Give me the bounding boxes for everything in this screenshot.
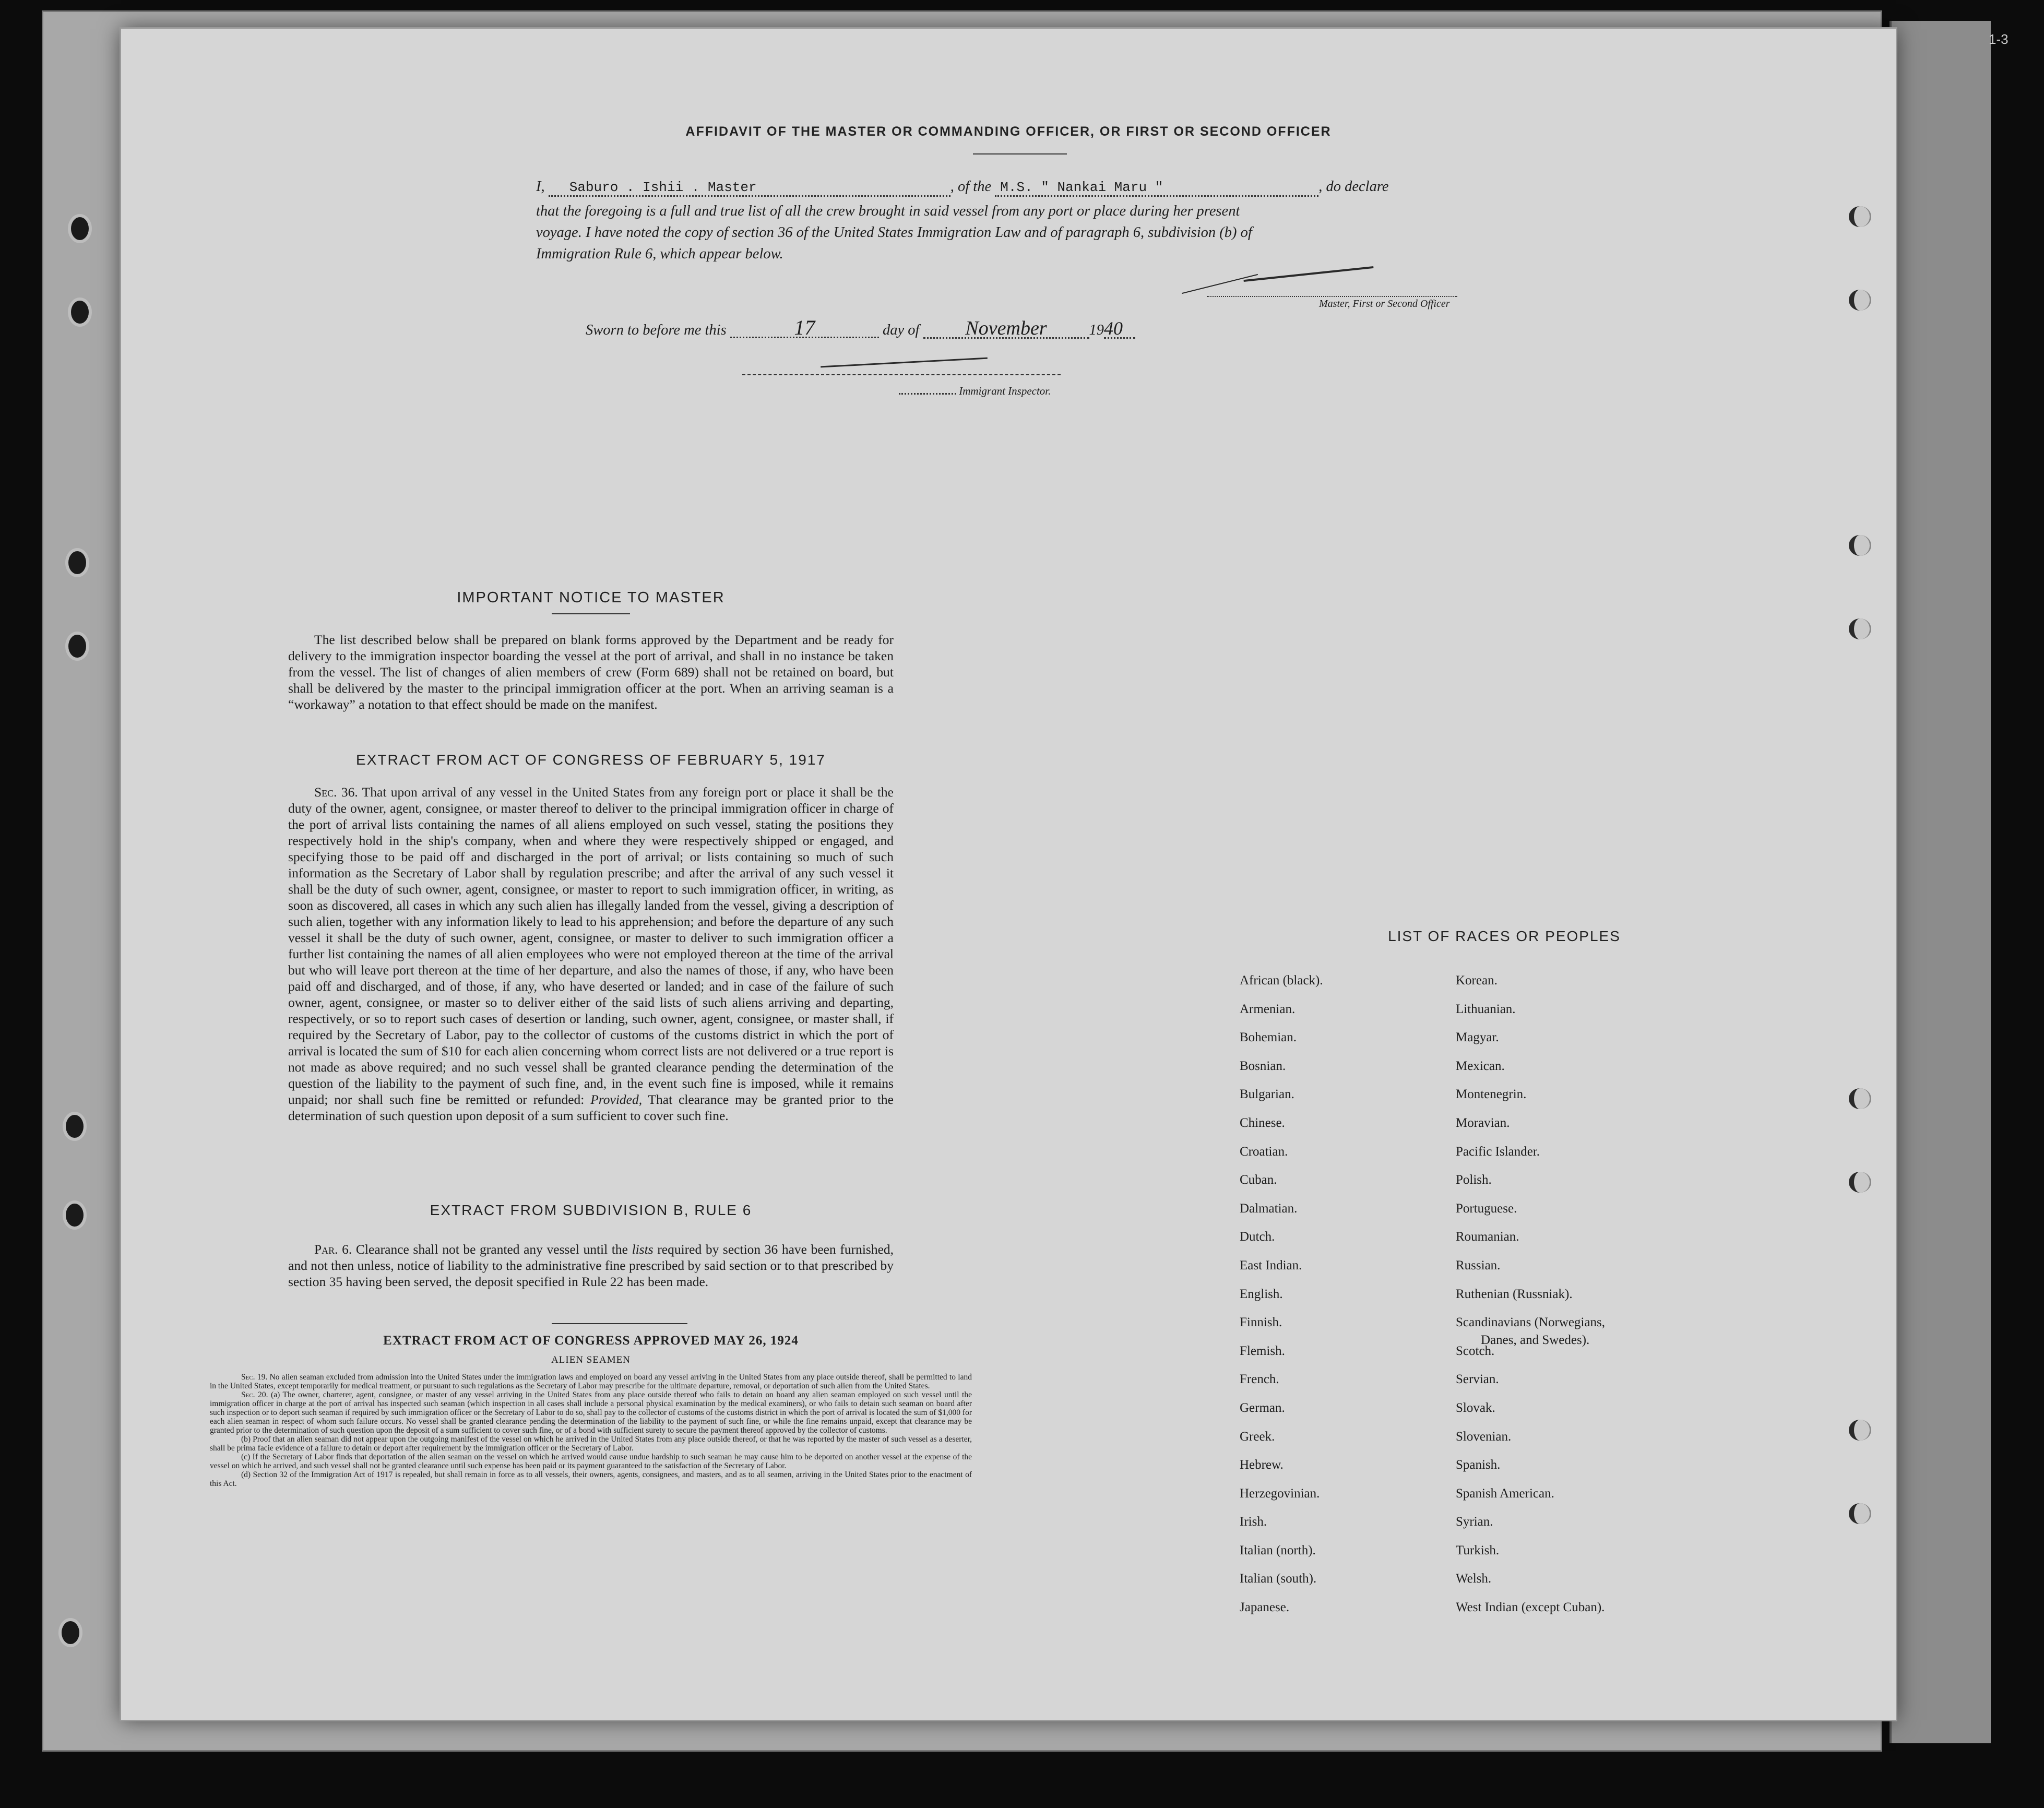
- master-caption: Master, First or Second Officer: [1319, 298, 1450, 310]
- races-column-2: Korean. Lithuanian. Magyar. Mexican. Montenegrin. Moravian. Pacific Islander. Polish. Portuguese. Roumanian. Russian. Ruthenian (Russniak). Scandinavians (Norwegians, Scotch. Servian. Slovak. Slovenian. Spanish. Spanish American. Syrian. Turkish. Welsh. West Indian (except Cuban).: [1456, 973, 1606, 1615]
- binder-hole: [63, 1112, 87, 1141]
- affidavit-line-3: voyage. I have noted the copy of section 36 of the United States Immigration Law and of paragraph 6, subdivision (b) of: [536, 224, 1252, 241]
- extract-rule6-title: EXTRACT FROM SUBDIVISION B, RULE 6: [430, 1202, 752, 1218]
- sec19-label: Sec. 19.: [241, 1373, 268, 1382]
- sworn-month: November: [923, 319, 1089, 339]
- binder-hole: [1849, 1088, 1871, 1109]
- notice-title: IMPORTANT NOTICE TO MASTER: [457, 589, 725, 606]
- corner-page-mark: 1-3: [1989, 31, 2009, 47]
- vessel-name-field: M.S. " Nankai Maru ": [995, 180, 1318, 197]
- binder-hole: [58, 1618, 82, 1647]
- master-signature-flourish: [1182, 274, 1258, 294]
- inspector-caption-line: [899, 385, 1051, 398]
- extract-1924-title: EXTRACT FROM ACT OF CONGRESS APPROVED MAY 26, 1924: [383, 1334, 799, 1348]
- sec20-label: Sec. 20.: [241, 1390, 268, 1399]
- day-of-label: day of: [882, 322, 920, 338]
- races-column-1: African (black). Armenian. Bohemian. Bosnian. Bulgarian. Chinese. Croatian. Cuban. Dalmatian. Dutch. East Indian. English. Finnish. Flemish. French. German. Greek. Hebrew. Herzegovinian. Irish. Italian (north). Italian (south). Japanese.: [1240, 973, 1323, 1615]
- binder-hole: [1849, 618, 1871, 639]
- extract-1924-subtitle: ALIEN SEAMEN: [551, 1354, 631, 1365]
- lists-word: lists: [632, 1242, 653, 1257]
- binder-hole: [1849, 1503, 1871, 1524]
- affidavit-title: AFFIDAVIT OF THE MASTER OR COMMANDING OFFICER, OR FIRST OR SECOND OFFICER: [685, 124, 1332, 139]
- sec36-label: Sec. 36.: [314, 784, 358, 800]
- year-prefix: 19: [1089, 322, 1104, 338]
- binder-hole: [68, 298, 92, 327]
- signature-line: [1207, 296, 1457, 297]
- title-rule: [973, 153, 1067, 154]
- sec20a-text: (a) The owner, charterer, agent, consignee, or master of any vessel arriving in the United States from any place outside thereof who fails to detain on board any alien seaman employed on such vessel until the immigration officer in charge at the port of arrival has inspected such seaman (which inspection in all cases shall include a personal physical examination by the medical examiners), or who fails to detain such seaman on board after such inspection or to deport such seaman if required by such immigration officer or the Secretary of Labor to do so, shall pay to the collector of customs of the customs district in which the port of arrival is located the sum of $1,000 for each alien seaman in respect of whom such failure occurs. No vessel shall be granted clearance pending the determination of the liability to the payment of such fine, or while the fine remains unpaid, except that clearance may be granted prior to the determination of such question upon the deposit of a sum sufficient to cover such fine, or of a bond with sufficient surety to secure the payment thereof approved by the collector of customs.: [210, 1390, 972, 1435]
- binder-hole: [65, 548, 89, 577]
- extract-1917-title: EXTRACT FROM ACT OF CONGRESS OF FEBRUARY 5, 1917: [356, 752, 826, 768]
- manifest-page: [121, 29, 1896, 1720]
- binder-hole: [1849, 535, 1871, 556]
- of-the-label: , of the: [950, 179, 992, 195]
- extract-1917-text: [288, 784, 894, 1124]
- affidavit-line-2: that the foregoing is a full and true list of all the crew brought in said vessel from any port or place during her present: [536, 203, 1240, 219]
- par6-text-a: Clearance shall not be granted any vessel until the: [355, 1242, 628, 1257]
- par6-label: Par. 6.: [314, 1242, 352, 1257]
- races-title: LIST OF RACES OR PEOPLES: [1388, 928, 1621, 944]
- binder-hole: [68, 214, 92, 243]
- sec36-text: That upon arrival of any vessel in the United States from any foreign port or place it shall be the duty of the owner, agent, consignee, or master thereof to deliver to the principal immigration officer in charge of the port of arrival lists containing the names of all aliens employed on such vessel, stating the positions they respectively hold in the ship's company, when and where they were respectively shipped or engaged, and specifying those to be paid off and discharged in the port of arrival; or lists containing so much of such information as the Secretary of Labor shall by regulation prescribe; and after the arrival of any such vessel it shall be the duty of such owner, agent, consignee, or master to report to such immigration officer, in writing, as soon as discovered, all cases in which any such alien has illegally landed from the vessel, giving a description of such alien, together with any information likely to lead to his apprehension; and before the departure of any such vessel it shall be the duty of such owner, agent, consignee, or master to deliver to such immigration officer a further list containing the names of all alien employees who were not employed thereon at the time of the arrival but who will leave port thereon at the time of her departure, and also the names of those, if any, who have been paid off and discharged, and of those, if any, who have deserted or landed; and in case of the failure of such owner, agent, consignee, or master so to deliver either of the said lists of such aliens arriving and departing, respectively, or so to report such cases of desertion or landing, such owner, agent, consignee, or master shall, if required by the Secretary of Labor, pay to the collector of customs of the customs district in which the port of arrival is located the sum of $10 for each alien concerning whom correct lists are not delivered or a true report is not made as above required; and no such vessel shall be granted clearance pending the determination of the question of the liability to the payment of such fine, and, in the event such fine is imposed, while it remains unpaid; nor shall such fine be remitted or refunded:: [288, 784, 894, 1107]
- inspector-caption-lead: [899, 393, 956, 395]
- binder-hole: [1849, 290, 1871, 311]
- sec20c-text: (c) If the Secretary of Labor finds that deportation of the alien seaman on the vessel on which he arrived would cause undue hardship to such seaman he may cause him to be deported on another vessel at the expense of the vessel on which he arrived, and such vessel shall not be granted clearance until such expense has been paid or its payment guaranteed to the satisfaction of the Secretary of Labor.: [210, 1453, 972, 1470]
- master-name-field: Saburo . Ishii . Master: [549, 180, 950, 197]
- binder-hole: [1849, 206, 1871, 227]
- binder-hole: [63, 1200, 87, 1230]
- par6-text-b: required by section 36 have been furnished, and not then unless, notice of liability to the administrative fine prescribed by said section or to that prescribed by section 35 having been served, the deposit specified in Rule 22 has been made.: [288, 1242, 894, 1289]
- binder-hole: [65, 632, 89, 661]
- master-signature: [1243, 266, 1373, 282]
- affidavit-declaration-line: [536, 179, 1538, 197]
- notice-text: The list described below shall be prepared on blank forms approved by the Department and be ready for delivery to the immigration inspector boarding the vessel at the port of arrival, and shall in no instance be taken from the vessel. The list of changes of alien members of crew (Form 689) shall not be retained on board, but shall be delivered by the master to the principal immigration officer at the port. When an arriving seaman is a “workaway” a notation to that effect should be made on the manifest.: [288, 632, 894, 712]
- i-label: I,: [536, 179, 545, 195]
- binder-hole: [1849, 1172, 1871, 1193]
- extract-rule6-text: [288, 1241, 894, 1290]
- sec20d-text: (d) Section 32 of the Immigration Act of 1917 is repealed, but shall remain in force as to all vessels, their owners, agents, consignees, and masters, and as to all seamen, arriving in the United States prior to the enactment of this Act.: [210, 1470, 972, 1488]
- sworn-line: [586, 316, 1135, 339]
- affidavit-line-4: Immigration Rule 6, which appear below.: [536, 246, 783, 262]
- inspector-caption: Immigrant Inspector.: [959, 385, 1051, 397]
- rule6-rule: [552, 1323, 687, 1324]
- binder-hole: [1849, 1420, 1871, 1441]
- sec19-text: No alien seaman excluded from admission into the United States under the immigration laws and employed on board any vessel arriving in the United States from any place outside thereof, shall be permitted to land in the United States, except temporarily for medical treatment, or pursuant to such regulations as the Secretary of Labor may prescribe for the ultimate departure, removal, or deportation of such alien from the United States.: [210, 1373, 972, 1390]
- provided-word: Provided,: [590, 1092, 643, 1107]
- sec36-text-end: That clearance may be granted prior to the determination of such question upon deposit of a sum sufficient to cover such fine.: [288, 1092, 894, 1123]
- year-suffix: 40: [1104, 319, 1135, 339]
- affidavit-body: [536, 200, 1538, 265]
- inspector-signature-line: [742, 374, 1061, 375]
- races-scandinavians-cont: Danes, and Swedes).: [1481, 1333, 1590, 1347]
- extract-1924-body: [210, 1373, 972, 1488]
- sec20b-text: (b) Proof that an alien seaman did not appear upon the outgoing manifest of the vessel on which he arrived in the United States from any place outside thereof, or that he was reported by the master of such vessel as a deserter, shall be prima facie evidence of a failure to detain or deport after requirement by the immigration officer or the Secretary of Labor.: [210, 1435, 972, 1453]
- sworn-day: 17: [730, 319, 879, 338]
- inspector-signature: [821, 358, 988, 368]
- notice-rule: [552, 613, 630, 614]
- do-declare-label: , do declare: [1318, 179, 1389, 195]
- page-edge: [1889, 21, 1991, 1743]
- sworn-label: Sworn to before me this: [586, 322, 727, 338]
